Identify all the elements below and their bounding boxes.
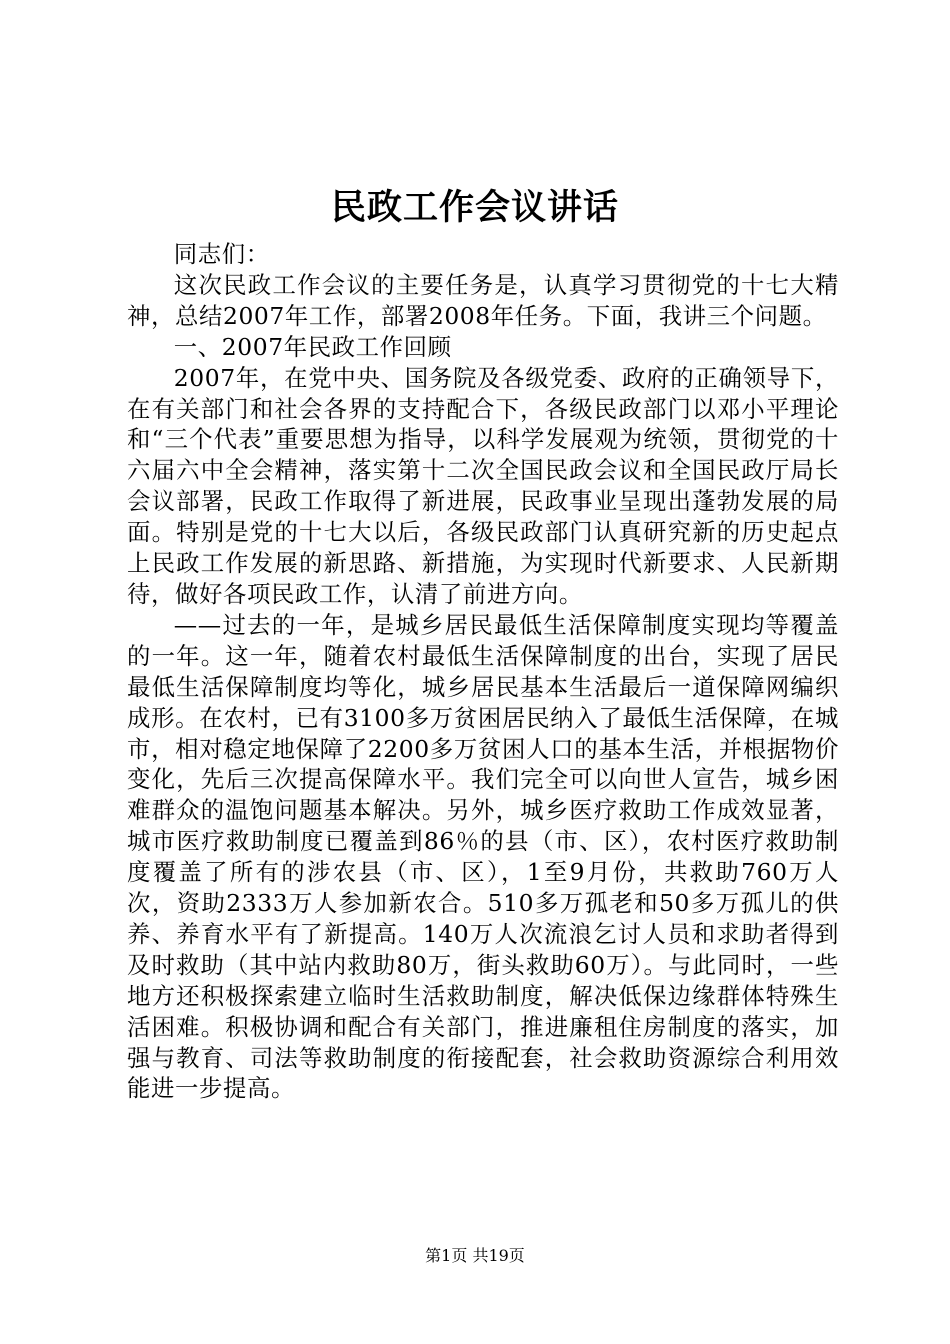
body-paragraph: 2007年，在党中央、国务院及各级党委、政府的正确领导下，在有关部门和社会各界的支持配合下，各级民政部门以邓小平理论和“三个代表”重要思想为指导，以科学发展观为统领，贯彻党的十六届六中全会精神，落实第十二次全国民政会议和全国民政厅局长会议部署，民政工作取得了新进展，民政事业呈现出蓬勃发展的局面。特别是党的十七大以后，各级民政部门认真研究新的历史起点上民政工作发展的新思路、新措施，为实现时代新要求、人民新期待，做好各项民政工作，认清了前进方向。 [127,363,839,608]
document-title: 民政工作会议讲话 [330,187,619,228]
salutation-paragraph: 同志们： [173,240,270,268]
page-footer: 第1页 共19页 [425,1246,525,1265]
body-paragraph: ——过去的一年，是城乡居民最低生活保障制度实现均等覆盖的一年。这一年，随着农村最低生活保障制度的出台，实现了居民最低生活保障制度均等化，城乡居民基本生活最后一道保障网编织成形。在农村，已有3100多万贫困居民纳入了最低生活保障，在城市，相对稳定地保障了2200多万贫困人口的基本生活，并根据物价变化，先后三次提高保障水平。我们完全可以向世人宣告，城乡困难群众的温饱问题基本解决。另外，城乡医疗救助工作成效显著，城市医疗救助制度已覆盖到86％的县（市、区），农村医疗救助制度覆盖了所有的涉农县（市、区），1至9月份，共救助760万人次，资助2333万人参加新农合。510多万孤老和50多万孤儿的供养、养育水平有了新提高。140万人次流浪乞讨人员和求助者得到及时救助（其中站内救助80万，街头救助60万）。与此同时，一些地方还积极探索建立临时生活救助制度，解决低保边缘群体特殊生活困难。积极协调和配合有关部门，推进廉租住房制度的落实，加强与教育、司法等救助制度的衔接配套，社会救助资源综合利用效能进一步提高。 [127,610,839,1103]
document-body [127,239,839,1104]
section-heading: 一、2007年民政工作回顾 [173,332,452,361]
intro-paragraph: 这次民政工作会议的主要任务是，认真学习贯彻党的十七大精神，总结2007年工作，部署2008年任务。下面，我讲三个问题。 [127,270,839,330]
